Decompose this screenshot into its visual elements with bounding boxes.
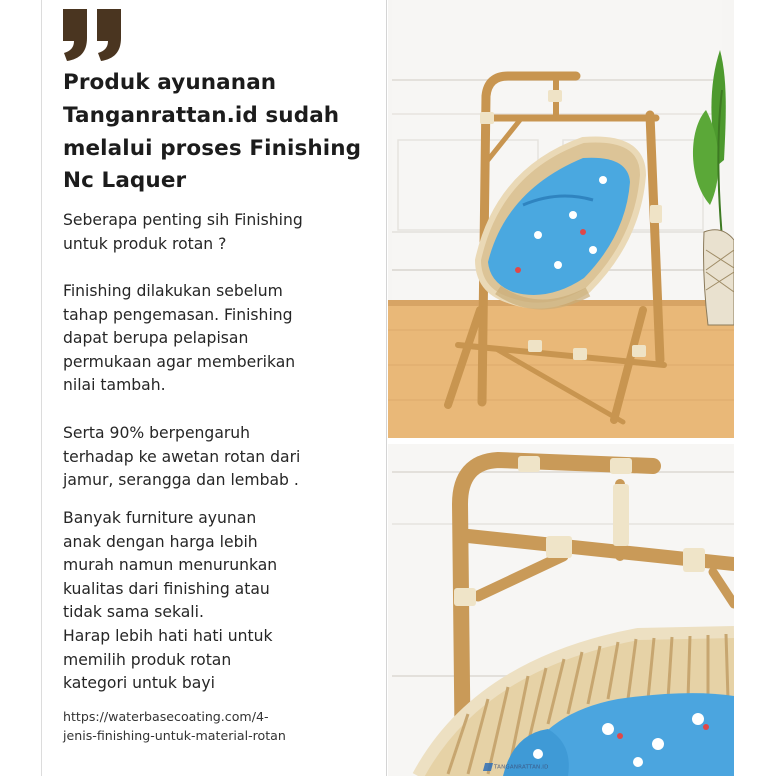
source-line: https://waterbasecoating.com/4- xyxy=(63,709,269,724)
body-line: memilih produk rotan xyxy=(63,650,232,669)
body-line: dapat berupa pelapisan xyxy=(63,329,249,348)
text-card xyxy=(41,0,387,776)
rattan-swing-image xyxy=(388,0,734,443)
body-line: murah namun menurunkan xyxy=(63,556,278,575)
body-line: Finishing dilakukan sebelum xyxy=(63,282,283,300)
rattan-swing-closeup-image xyxy=(388,444,734,776)
headline-line: Produk ayunanan xyxy=(63,70,277,95)
headline xyxy=(63,67,373,198)
body-line: jamur, serangga dan lembab . xyxy=(63,471,299,490)
body-line: terhadap ke awetan rotan dari xyxy=(63,447,301,466)
body-line: untuk produk rotan ? xyxy=(63,234,227,253)
paragraph-durability xyxy=(63,422,363,493)
brand-logo-icon xyxy=(483,763,493,771)
closing-quote-icon xyxy=(62,8,124,62)
body-line: Banyak furniture ayunan xyxy=(63,509,257,527)
body-line: Serta 90% berpengaruh xyxy=(63,424,251,442)
paragraph-question xyxy=(63,209,363,256)
product-photo-closeup xyxy=(388,444,734,776)
body-line: anak dengan harga lebih xyxy=(63,532,258,551)
product-photo-full xyxy=(388,0,734,443)
source-link[interactable] xyxy=(63,708,363,745)
body-line: permukaan agar memberikan xyxy=(63,352,296,371)
paragraph-warning xyxy=(63,507,363,696)
watermark xyxy=(484,763,549,771)
headline-line: Nc Laquer xyxy=(63,168,187,194)
body-line: kategori untuk bayi xyxy=(63,674,215,693)
source-line: jenis-finishing-untuk-material-rotan xyxy=(63,727,286,743)
body-line: nilai tambah. xyxy=(63,376,166,395)
body-line: Seberapa penting sih Finishing xyxy=(63,211,303,229)
headline-line: Tanganrattan.id sudah xyxy=(63,102,340,128)
body-line: kualitas dari finishing atau xyxy=(63,579,270,598)
headline-line: melalui proses Finishing xyxy=(63,135,362,161)
body-line: Harap lebih hati hati untuk xyxy=(63,626,273,645)
body-line: tahap pengemasan. Finishing xyxy=(63,305,293,324)
body-line: tidak sama sekali. xyxy=(63,603,204,622)
watermark-text: TANGANRATTAN.ID xyxy=(494,764,549,771)
paragraph-definition xyxy=(63,280,363,398)
